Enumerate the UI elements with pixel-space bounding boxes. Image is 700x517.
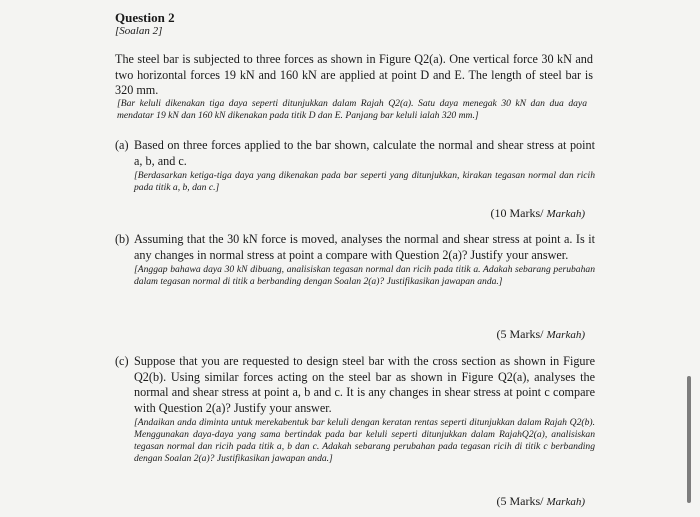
part-text-malay: [Berdasarkan ketiga-tiga daya yang dikenakan pada bar seperti yang ditunjukkan, kirakan tegasan normal dan ricih pada titik a, b, dan c.] [134,170,595,193]
part-b [115,232,595,288]
marks-value: (5 Marks/ [496,494,544,508]
question-subtitle: [Soalan 2] [115,25,163,37]
marks-label [497,494,586,509]
part-text-malay: [Andaikan anda diminta untuk merekabentuk bar keluli dengan keratan rentas seperti ditunjukkan dalam Rajah Q2(b). Menggunakan daya-daya yang sama bertindak pada bar keluli seperti ditunjukkan dalam RajahQ2(a), analisiskan tegasan normal dan ricih pada titik a, b dan c. Adakah sebarang perubahan pada tegasan ricih di titik c berbanding dengan Soalan 2(a)? Justifikasikan jawapan anda.] [134,417,595,464]
part-label: (c) [115,354,129,368]
part-label: (a) [115,138,129,152]
marks-malay: Markah) [546,329,585,341]
marks-label [491,206,586,221]
marks-malay: Markah) [546,208,585,220]
marks-malay: Markah) [546,496,585,508]
question-intro: The steel bar is subjected to three forces as shown in Figure Q2(a). One vertical force 30 kN and two horizontal forces 19 kN and 160 kN are applied at point D and E. The length of steel bar is 320 mm. [115,52,593,97]
part-c [115,354,595,465]
part-a [115,138,595,194]
part-text-malay: [Anggap bahawa daya 30 kN dibuang, analisiskan tegasan normal dan ricih pada titik a. Adakah sebarang perubahan dalam tegasan normal di titik a berbanding dengan Soalan 2(a)? Justifikasikan jawapan anda.] [134,264,595,287]
part-text: Based on three forces applied to the bar shown, calculate the normal and shear stress at point a, b, and c. [134,138,595,168]
part-label: (b) [115,232,130,246]
question-intro-malay: [Bar keluli dikenakan tiga daya seperti ditunjukkan dalam Rajah Q2(a). Satu daya menegak 30 kN dan dua daya mendatar 19 kN dan 160 kN dikenakan pada titik D dan E. Panjang bar keluli ialah 320 mm.] [117,98,587,121]
marks-value: (5 Marks/ [496,327,544,341]
marks-label [497,327,586,342]
marks-value: (10 Marks/ [490,206,544,220]
question-title: Question 2 [115,10,175,25]
part-text: Suppose that you are requested to design steel bar with the cross section as shown in Figure Q2(b). Using similar forces acting on the steel bar as shown in Figure Q2(a), analyses the normal and shear stress at point a, b and c. It is any changes in shear stress at point c compare with Question 2(a)? Justify your answer. [134,354,595,415]
vertical-scrollbar[interactable] [687,376,691,503]
part-text: Assuming that the 30 kN force is moved, analyses the normal and shear stress at point a. Is it any changes in normal stress at point a compare with Question 2(a)? Justify your answer. [134,232,595,262]
